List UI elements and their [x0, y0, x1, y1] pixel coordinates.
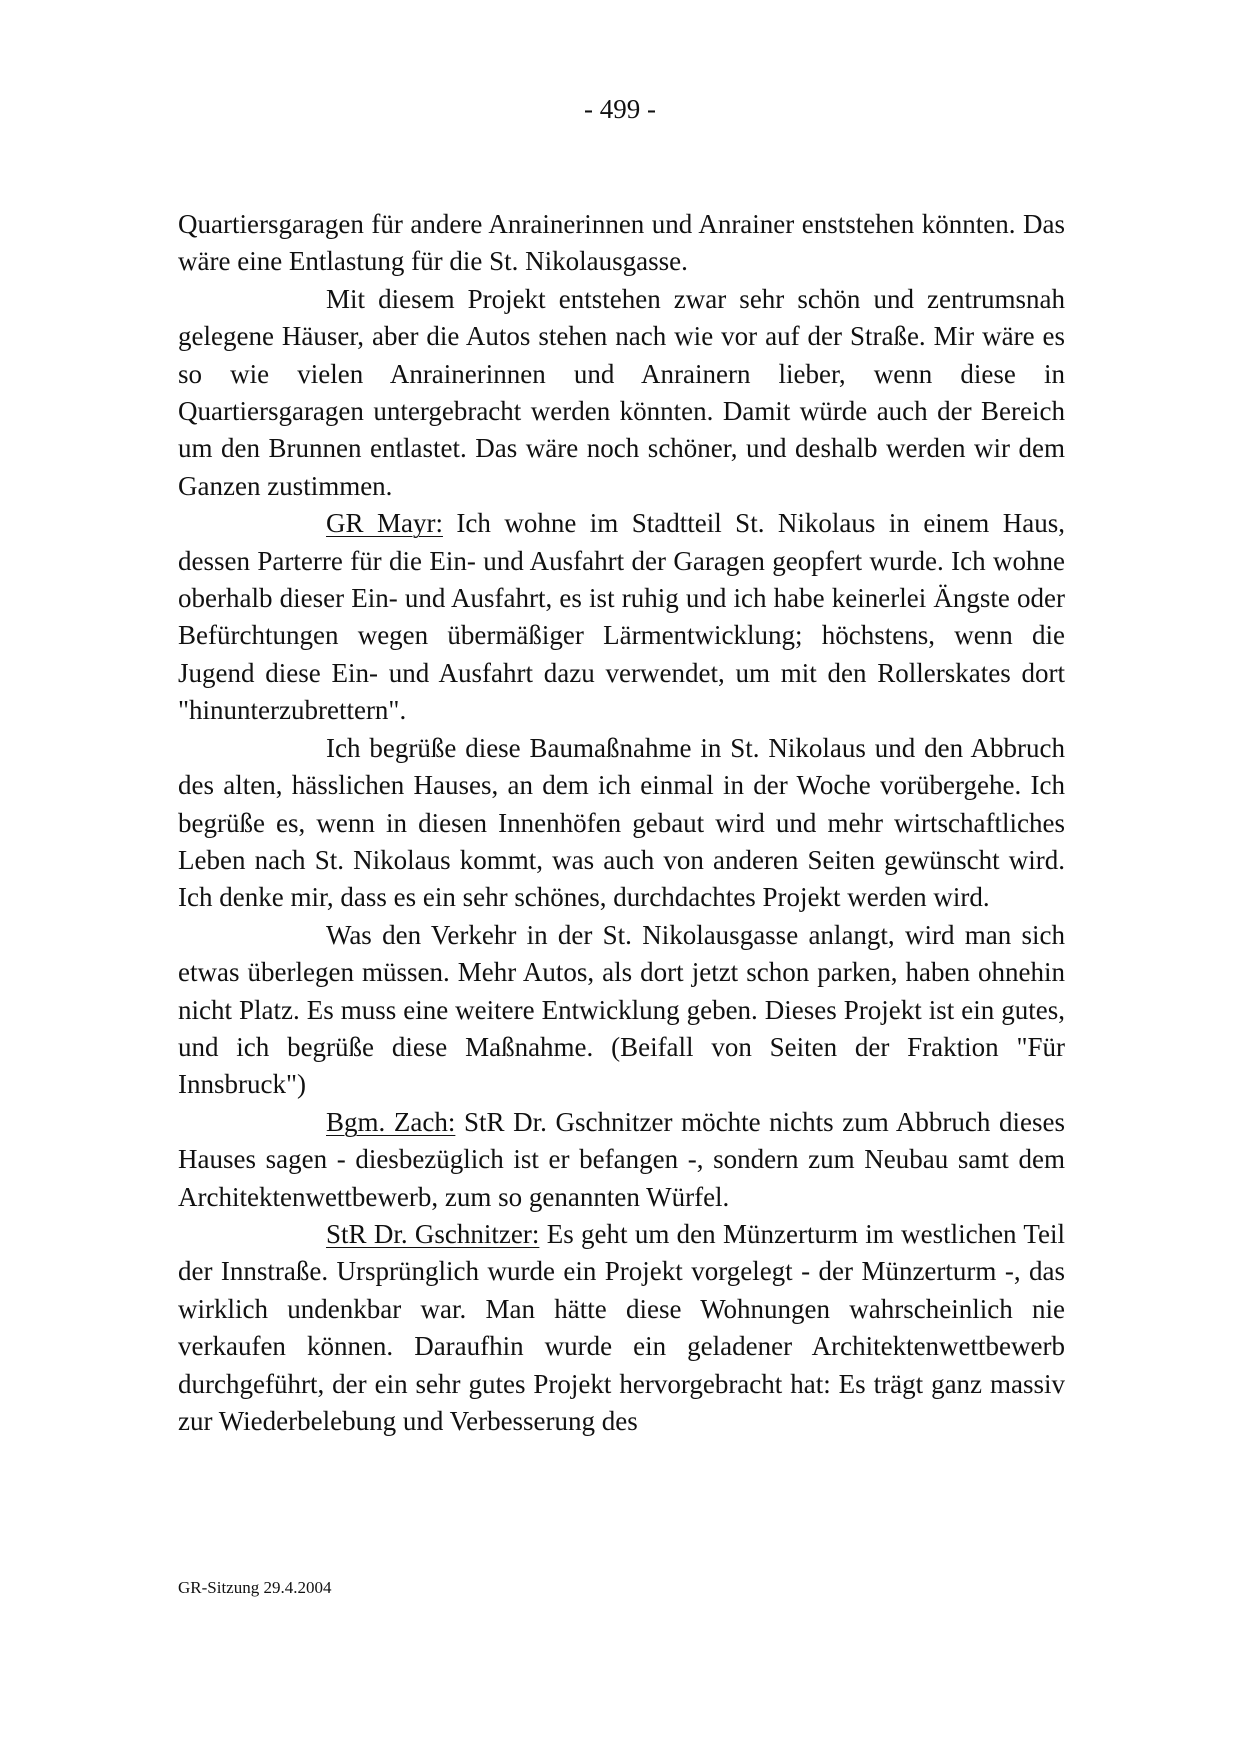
footer-session-date: GR-Sitzung 29.4.2004 [178, 1578, 332, 1597]
paragraph-5 [178, 917, 1065, 1104]
paragraph-text: Es geht um den Münzerturm im westlichen Teil der Innstraße. Ursprünglich wurde ein Projekt vorgelegt - der Münzerturm -, das wirklich undenkbar war. Man hätte diese Wohnungen wahrscheinlich nie verkaufen können. Daraufhin wurde ein geladener Architektenwettbewerb durchgeführt, der ein sehr gutes Projekt hervorgebracht hat: Es trägt ganz massiv zur Wiederbelebung und Verbesserung des [178, 1218, 1065, 1436]
paragraph-7 [178, 1216, 1065, 1440]
speaker-label: Bgm. Zach: [326, 1106, 456, 1137]
paragraph-text: Ich wohne im Stadtteil St. Nikolaus in einem Haus, dessen Parterre für die Ein- und Ausfahrt der Garagen geopfert wurde. Ich wohne oberhalb dieser Ein- und Ausfahrt, es ist ruhig und ich habe keinerlei Ängste oder Befürchtungen wegen übermäßiger Lärmentwicklung; höchstens, wenn die Jugend diese Ein- und Ausfahrt dazu verwendet, um mit den Rollerskates dort "hinunterzubrettern". [178, 508, 1065, 726]
paragraph-4 [178, 730, 1065, 917]
paragraph-text: StR Dr. Gschnitzer möchte nichts zum Abbruch dieses Hauses sagen - diesbezüglich ist er befangen -, sondern zum Neubau samt dem Architektenwettbewerb, zum so genannten Würfel. [178, 1106, 1065, 1212]
paragraph-text: Mit diesem Projekt entstehen zwar sehr schön und zentrumsnah gelegene Häuser, aber die Autos stehen nach wie vor auf der Straße. Mir wäre es so wie vielen Anrainerinnen und Anrainern lieber, wenn diese in Quartiersgaragen untergebracht werden könnten. Damit würde auch der Bereich um den Brunnen entlastet. Das wäre noch schöner, und deshalb werden wir dem Ganzen zustimmen. [178, 283, 1065, 501]
paragraph-text: Quartiersgaragen für andere Anrainerinnen und Anrainer enststehen könnten. Das wäre eine Entlastung für die St. Nikolausgasse. [178, 209, 1065, 277]
paragraph-1 [178, 206, 1065, 281]
speaker-label: StR Dr. Gschnitzer: [326, 1218, 540, 1249]
page-number: - 499 - [584, 94, 656, 124]
speaker-label: GR Mayr: [326, 508, 443, 539]
paragraph-text: Was den Verkehr in der St. Nikolausgasse anlangt, wird man sich etwas überlegen müssen. Mehr Autos, als dort jetzt schon parken, haben ohnehin nicht Platz. Es muss eine weitere Entwicklung geben. Dieses Projekt ist ein gutes, und ich begrüße diese Maßnahme. (Beifall von Seiten der Fraktion "Für Innsbruck") [178, 919, 1065, 1100]
paragraph-text: Ich begrüße diese Baumaßnahme in St. Nikolaus und den Abbruch des alten, hässlichen Hauses, an dem ich einmal in der Woche vorübergehe. Ich begrüße es, wenn in diesen Innenhöfen gebaut wird und mehr wirtschaftliches Leben nach St. Nikolaus kommt, was auch von anderen Seiten gewünscht wird. Ich denke mir, dass es ein sehr schönes, durchdachtes Projekt werden wird. [178, 732, 1065, 913]
paragraph-6 [178, 1104, 1065, 1216]
document-body [178, 206, 1065, 1440]
paragraph-2 [178, 281, 1065, 505]
paragraph-3 [178, 505, 1065, 729]
